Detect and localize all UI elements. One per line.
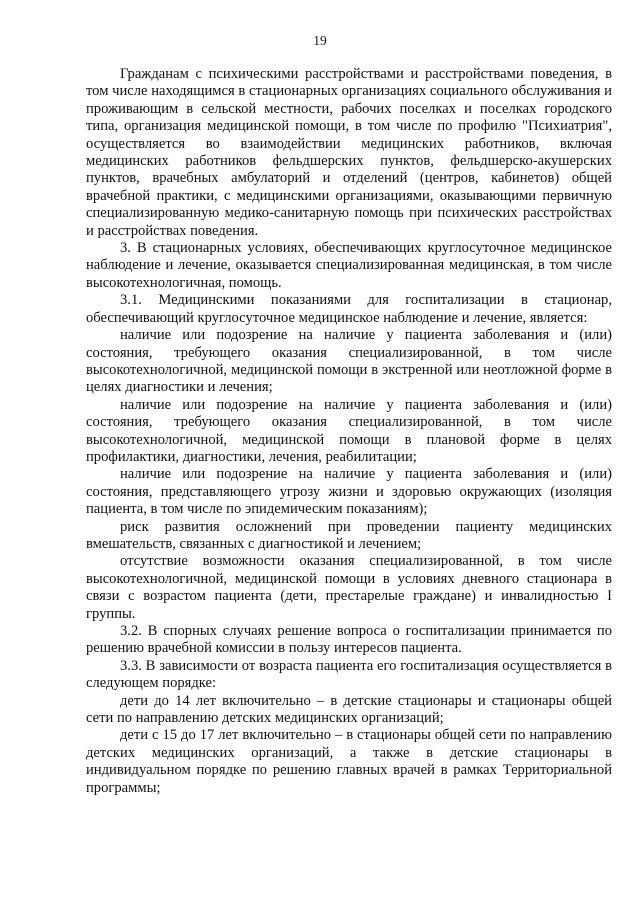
list-item-day-hospital-unavailable: отсутствие возможности оказания специализированной, в том числе высокотехнологичной, медицинской помощи в условиях дневного стационара в связи с возрастом пациента (дети, престарелые граждане) и инвалидностью I группы.: [86, 553, 612, 622]
paragraph-section-3-2: 3.2. В спорных случаях решение вопроса о госпитализации принимается по решению врачебной комиссии в пользу интересов пациента.: [86, 623, 612, 657]
list-item-children-15-17: дети с 15 до 17 лет включительно – в стационары общей сети по направлению детских медицинских организаций, а также в детские стационары в индивидуальном порядке по решению главных врачей в рамках Территориальной программы;: [86, 727, 612, 796]
list-item-complication-risk: риск развития осложнений при проведении пациенту медицинских вмешательств, связанных с диагностикой и лечением;: [86, 518, 612, 552]
list-item-emergency-care: наличие или подозрение на наличие у пациента заболевания и (или) состояния, требующего оказания специализированной, в том числе высокотехнологичной, медицинской помощи в экстренной или неотложной форме в целях диагностики и лечения;: [86, 327, 612, 396]
paragraph-mental-disorders: Гражданам с психическими расстройствами и расстройствами поведения, в том числе находящимся в стационарных организациях социального обслуживания и проживающим в сельской местности, рабочих поселках и поселках городского типа, организация медицинской помощи, в том числе по профилю "Психиатрия", осуществляется во взаимодействии медицинских работников, включая медицинских работников фельдшерских пунктов, фельдшерско-акушерских пунктов, врачебных амбулаторий и отделений (центров, кабинетов) общей врачебной практики, с медицинскими организациями, оказывающими первичную специализированную медико-санитарную помощь при психических расстройствах и расстройствах поведения.: [86, 66, 612, 239]
list-item-planned-care: наличие или подозрение на наличие у пациента заболевания и (или) состояния, требующего оказания специализированной, в том числе высокотехнологичной, медицинской помощи в плановой форме в целях профилактики, диагностики, лечения, реабилитации;: [86, 396, 612, 465]
paragraph-section-3-1: 3.1. Медицинскими показаниями для госпитализации в стационар, обеспечивающий круглосуточное медицинское наблюдение и лечение, является:: [86, 292, 612, 326]
paragraph-section-3-3: 3.3. В зависимости от возраста пациента его госпитализация осуществляется в следующем порядке:: [86, 657, 612, 692]
paragraph-section-3: 3. В стационарных условиях, обеспечивающих круглосуточное медицинское наблюдение и лечение, оказывается специализированная медицинская, в том числе высокотехнологичная, помощь.: [86, 240, 612, 291]
list-item-isolation: наличие или подозрение на наличие у пациента заболевания и (или) состояния, представляющего угрозу жизни и здоровью окружающих (изоляция пациента, в том числе по эпидемическим показаниям);: [86, 466, 612, 518]
document-body: [86, 66, 612, 797]
list-item-children-under-14: дети до 14 лет включительно – в детские стационары и стационары общей сети по направлению детских медицинских организаций;: [86, 692, 612, 727]
page-number: 19: [313, 33, 327, 48]
